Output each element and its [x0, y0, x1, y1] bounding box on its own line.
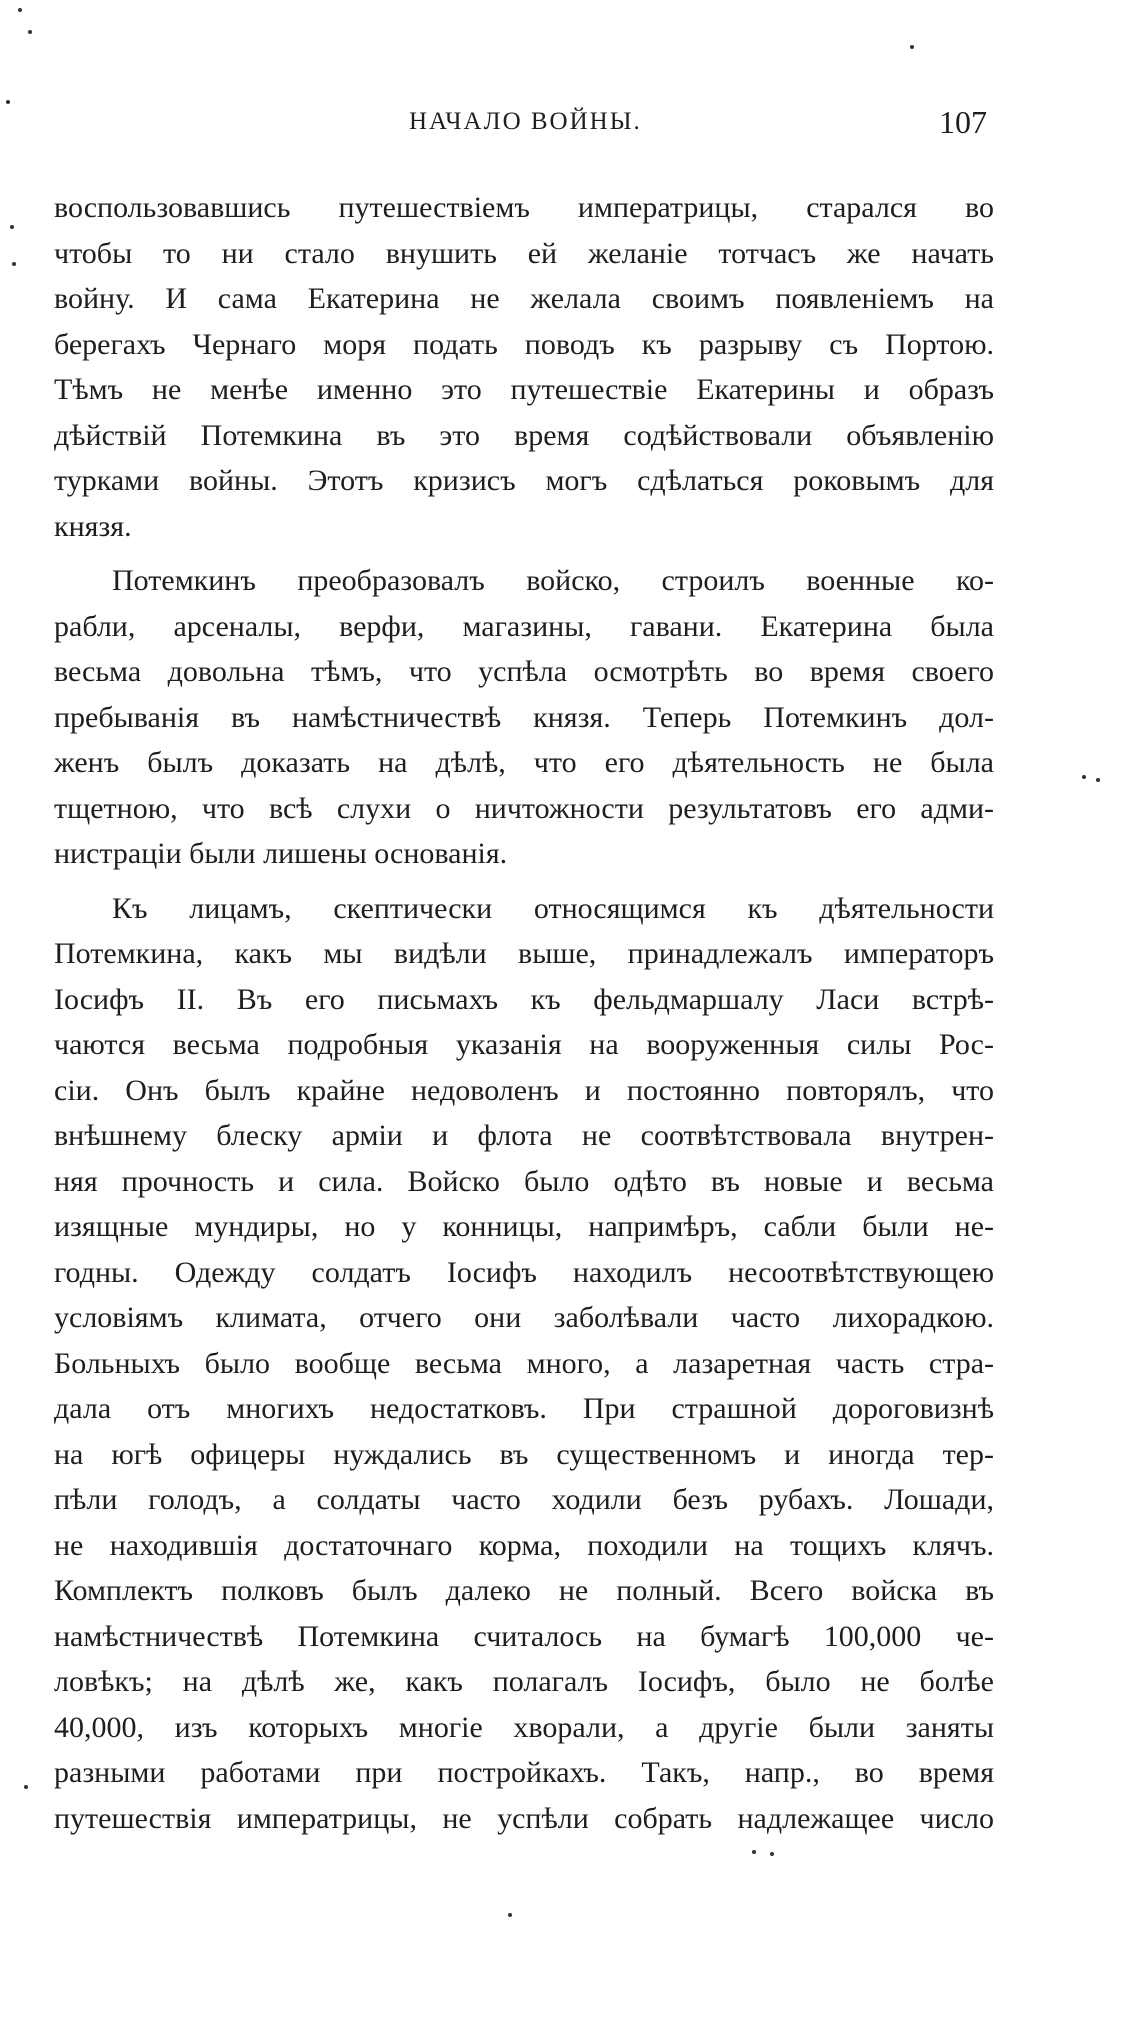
- text-line: чаются весьма подробныя указанія на вооруженныя силы Рос-: [54, 1028, 994, 1061]
- scan-speck: [910, 45, 914, 49]
- scan-speck: [6, 100, 10, 104]
- text-line: князя.: [54, 509, 132, 543]
- text-line: годны. Одежду солдатъ Іосифъ находилъ несоотвѣтствующею: [54, 1255, 994, 1289]
- text-line: Потемкинъ преобразовалъ войско, строилъ военные ко-: [112, 564, 994, 597]
- paragraph-3: [54, 886, 994, 1842]
- text-line: изящные мундиры, но у конницы, напримѣръ, сабли были не-: [54, 1210, 994, 1243]
- running-title: НАЧАЛО ВОЙНЫ.: [409, 108, 642, 135]
- text-line: пѣли голодъ, а солдаты часто ходили безъ рубахъ. Лошади,: [54, 1483, 994, 1516]
- scan-speck: [508, 1913, 512, 1917]
- text-line: пребыванія въ намѣстничествѣ князя. Теперь Потемкинъ дол-: [54, 700, 994, 734]
- scan-speck: [10, 225, 14, 229]
- page-header: [54, 104, 994, 154]
- scan-speck: [24, 1785, 28, 1789]
- text-line: рабли, арсеналы, верфи, магазины, гавани. Екатерина была: [54, 609, 994, 643]
- text-line: внѣшнему блеску арміи и флота не соотвѣтствовала внутрен-: [54, 1119, 994, 1152]
- text-line: 40,000, изъ которыхъ многіе хворали, а другіе были заняты: [54, 1710, 994, 1744]
- scan-speck: [12, 262, 16, 266]
- scan-speck: [28, 30, 32, 34]
- text-line: сіи. Онъ былъ крайне недоволенъ и постоянно повторялъ, что: [54, 1073, 994, 1107]
- paragraph-2: [54, 558, 994, 877]
- scan-speck: [752, 1850, 756, 1854]
- page-number: 107: [939, 104, 987, 140]
- text-line: тщетною, что всѣ слухи о ничтожности результатовъ его адми-: [54, 791, 994, 825]
- text-line: турками войны. Этотъ кризисъ могъ сдѣлаться роковымъ для: [54, 464, 994, 497]
- body-text: [54, 185, 994, 1850]
- paragraph-1: [54, 185, 994, 549]
- scan-speck: [1082, 775, 1086, 779]
- text-line: Потемкина, какъ мы видѣли выше, принадлежалъ императоръ: [54, 937, 994, 970]
- text-line: условіямъ климата, отчего они заболѣвали часто лихорадкою.: [54, 1301, 994, 1334]
- scan-speck: [1096, 778, 1100, 782]
- text-line: женъ былъ доказать на дѣлѣ, что его дѣятельность не была: [54, 746, 994, 779]
- scan-speck: [770, 1852, 774, 1856]
- scan-speck: [18, 8, 22, 12]
- text-line: Къ лицамъ, скептически относящимся къ дѣятельности: [112, 891, 994, 925]
- text-line: на югѣ офицеры нуждались въ существенномъ и иногда тер-: [54, 1437, 994, 1471]
- text-line: путешествія императрицы, не успѣли собрать надлежащее число: [54, 1801, 994, 1835]
- text-line: Больныхъ было вообще весьма много, а лазаретная часть стра-: [54, 1346, 994, 1380]
- text-line: няя прочность и сила. Войско было одѣто въ новые и весьма: [54, 1164, 994, 1198]
- text-line: не находившія достаточнаго корма, походили на тощихъ клячъ.: [54, 1528, 994, 1562]
- text-line: разными работами при постройкахъ. Такъ, напр., во время: [54, 1756, 994, 1789]
- text-line: ловѣкъ; на дѣлѣ же, какъ полагалъ Іосифъ, было не болѣе: [54, 1665, 994, 1698]
- text-line: Іосифъ II. Въ его письмахъ къ фельдмаршалу Ласи встрѣ-: [54, 982, 994, 1016]
- text-line: весьма довольна тѣмъ, что успѣла осмотрѣть во время своего: [54, 655, 994, 688]
- text-line: дала отъ многихъ недостатковъ. При страшной дороговизнѣ: [54, 1392, 994, 1425]
- text-line: чтобы то ни стало внушить ей желаніе тотчасъ же начать: [54, 236, 994, 270]
- text-line: берегахъ Чернаго моря подать поводъ къ разрыву съ Портою.: [54, 327, 994, 361]
- text-line: нистраціи были лишены основанія.: [54, 837, 508, 870]
- text-line: войну. И сама Екатерина не желала своимъ появленіемъ на: [54, 282, 994, 315]
- text-line: намѣстничествѣ Потемкина считалось на бумагѣ 100,000 че-: [54, 1619, 994, 1653]
- text-line: воспользовавшись путешествіемъ императрицы, старался во: [54, 191, 994, 224]
- text-line: дѣйствій Потемкина въ это время содѣйствовали объявленію: [54, 418, 994, 452]
- text-line: Тѣмъ не менѣе именно это путешествіе Екатерины и образъ: [54, 373, 994, 406]
- text-line: Комплектъ полковъ былъ далеко не полный. Всего войска въ: [54, 1574, 994, 1607]
